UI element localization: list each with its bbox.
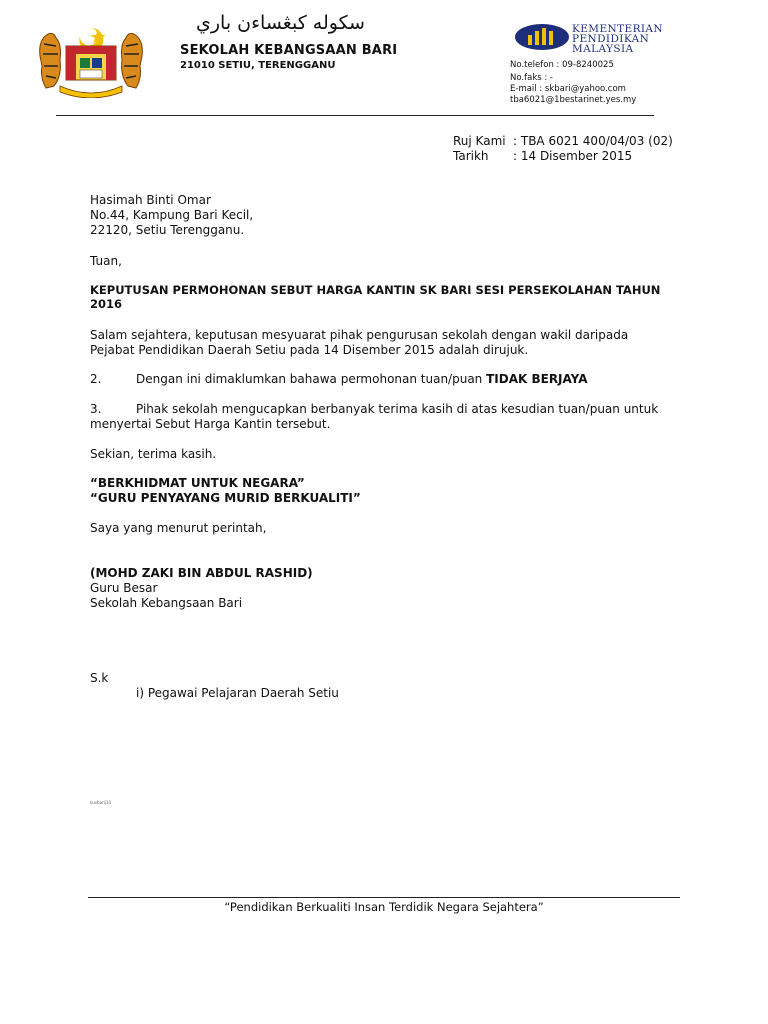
contact-fax: No.faks : - [510,73,553,83]
kpm-line-3: MALAYSIA [572,43,634,55]
file-reference-note: kuvbarij10 [90,800,112,805]
recipient-address-2: 22120, Setiu Terengganu. [90,223,245,237]
subject-line-2: 2016 [90,297,123,311]
tarikh-value: : 14 Disember 2015 [513,149,633,163]
subject-line-1: KEPUTUSAN PERMOHONAN SEBUT HARGA KANTIN SK BARI SESI PERSEKOLAHAN TAHUN [90,283,661,297]
kpm-line-2: PENDIDIKAN [572,33,650,45]
reference-date [453,149,632,163]
reference-ruj [453,134,673,148]
paragraph-1-line-2: Pejabat Pendidikan Daerah Setiu pada 14 Disember 2015 adalah dirujuk. [90,343,529,357]
paragraph-2 [90,372,690,387]
recipient-name: Hasimah Binti Omar [90,193,211,207]
malaysia-coat-of-arms-icon [36,26,146,98]
paragraph-2-text: Dengan ini dimaklumkan bahawa permohonan tuan/puan [136,372,487,386]
kpm-logo-icon [514,22,574,52]
cc-item: i) Pegawai Pelajaran Daerah Setiu [136,686,339,700]
salutation: Tuan, [90,254,122,268]
signer-name: (MOHD ZAKI BIN ABDUL RASHID) [90,566,313,580]
slogan-1: “BERKHIDMAT UNTUK NEGARA” [90,476,305,490]
paragraph-2-result: TIDAK BERJAYA [486,372,588,386]
paragraph-1-line-1: Salam sejahtera, keputusan mesyuarat pihak pengurusan sekolah dengan wakil daripada [90,328,629,342]
footer-divider [88,897,680,898]
paragraph-3-line-2: menyertai Sebut Harga Kantin tersebut. [90,417,331,431]
contact-email: E-mail : skbari@yahoo.com [510,84,626,94]
signer-organisation: Sekolah Kebangsaan Bari [90,596,243,610]
school-name-jawi: سكوله كبڠساءن باري [196,12,365,34]
cc-label: S.k [90,671,109,685]
paragraph-3-line-1 [90,402,690,417]
contact-email-alt: tba6021@1bestarinet.yes.my [510,95,637,105]
kpm-wordmark [572,24,663,54]
school-address: 21010 SETIU, TERENGGANU [180,60,336,71]
ruj-value: : TBA 6021 400/04/03 (02) [513,134,673,148]
contact-phone: No.telefon : 09-8240025 [510,60,614,70]
signer-title: Guru Besar [90,581,158,595]
header-divider [56,115,654,116]
footer-motto: “Pendidikan Berkualiti Insan Terdidik Negara Sejahtera” [224,900,544,914]
recipient-address-1: No.44, Kampung Bari Kecil, [90,208,254,222]
ruj-label: Ruj Kami [453,134,506,148]
paragraph-3-text: Pihak sekolah mengucapkan berbanyak terima kasih di atas kesudian tuan/puan untuk [136,402,659,416]
kpm-line-1: KEMENTERIAN [572,23,664,35]
closing: Sekian, terima kasih. [90,447,217,461]
school-name: SEKOLAH KEBANGSAAN BARI [180,43,398,58]
paragraph-3-number: 3. [90,402,102,416]
paragraph-2-number: 2. [90,372,102,386]
slogan-2: “GURU PENYAYANG MURID BERKUALITI” [90,491,361,505]
signoff: Saya yang menurut perintah, [90,521,267,535]
tarikh-label: Tarikh [453,149,489,163]
